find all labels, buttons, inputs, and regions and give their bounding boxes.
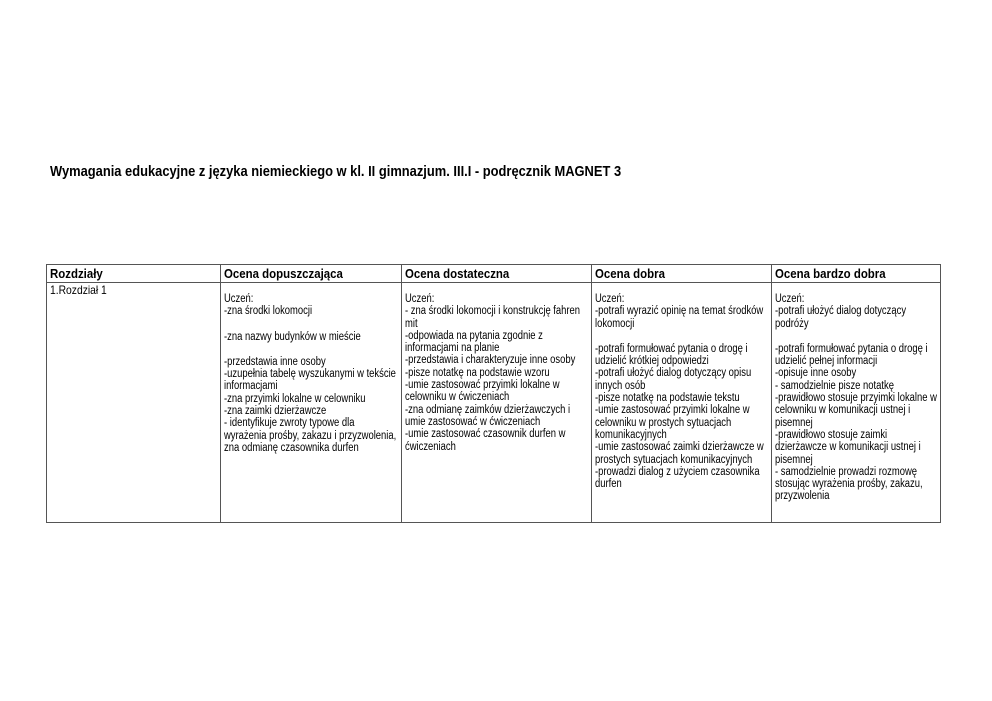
- requirement-item: -prowadzi dialog z użyciem czasownika durfen: [595, 465, 760, 491]
- requirement-item: -pisze notatkę na podstawie wzoru: [405, 366, 550, 379]
- header-ocena-dobra: Ocena dobra: [592, 265, 772, 283]
- requirement-item: -pisze notatkę na podstawie tekstu: [595, 392, 740, 405]
- requirement-item: -zna środki lokomocji: [224, 305, 313, 318]
- requirement-item: -potrafi formułować pytania o drogę i udzielić krótkiej odpowiedzi: [595, 342, 748, 368]
- requirement-item: -umie zastosować przyimki lokalne w celowniku w prostych sytuacjach komunikacyjnych: [595, 404, 750, 441]
- requirement-item: -potrafi ułożyć dialog dotyczący opisu innych osób: [595, 367, 752, 392]
- requirement-item: -prawidłowo stosuje przyimki lokalne w celowniku w komunikacji ustnej i pisemnej: [775, 392, 937, 429]
- header-ocena-bardzo-dobra: Ocena bardzo dobra: [772, 265, 941, 283]
- requirements-table: [46, 264, 941, 523]
- requirement-item: -przedstawia i charakteryzuje inne osoby: [405, 354, 576, 367]
- requirement-item: - samodzielnie prowadzi rozmowę stosując wyrażenia prośby, zakazu, przyzwolenia: [775, 465, 923, 503]
- requirement-item: -zna odmianę zaimków dzierżawczych i umie zastosować w ćwiczeniach: [405, 403, 571, 428]
- document-title: Wymagania edukacyjne z języka niemieckiego w kl. II gimnazjum. III.I - podręcznik MAGNET 3: [50, 163, 622, 180]
- requirement-item: - identyfikuje zwroty typowe dla wyrażenia prośby, zakazu i przyzwolenia, zna odmianę czasownika durfen: [224, 417, 397, 454]
- intro-text: Uczeń:: [224, 293, 254, 305]
- requirement-item: - samodzielnie pisze notatkę: [775, 379, 894, 392]
- header-ocena-dostateczna: Ocena dostateczna: [402, 265, 592, 283]
- requirement-item: -uzupełnia tabelę wyszukanymi w tekście informacjami: [224, 368, 396, 393]
- requirement-item: -umie zastosować przyimki lokalne w celowniku w ćwiczeniach: [405, 379, 560, 404]
- requirement-item: -umie zastosować czasownik durfen w ćwiczeniach: [405, 428, 566, 453]
- requirement-item: -przedstawia inne osoby: [224, 355, 326, 368]
- cell-dobra: [592, 283, 772, 523]
- table-row: [47, 283, 941, 523]
- requirement-item: -zna zaimki dzierżawcze: [224, 405, 327, 418]
- requirement-item: -potrafi wyrazić opinię na temat środków lokomocji: [595, 305, 764, 330]
- cell-dostateczna: [402, 283, 592, 523]
- chapter-label: 1.Rozdział 1: [50, 283, 107, 297]
- requirement-item: - zna środki lokomocji i konstrukcję fahren mit: [405, 305, 581, 330]
- requirement-item: -umie zastosować zaimki dzierżawcze w prostych sytuacjach komunikacyjnych: [595, 441, 764, 466]
- header-rozdzialy: Rozdziały: [47, 265, 221, 283]
- header-ocena-dopuszczajaca: Ocena dopuszczająca: [221, 265, 402, 283]
- intro-text: Uczeń:: [405, 293, 435, 305]
- cell-dopuszczajaca: [221, 283, 402, 523]
- requirement-item: -prawidłowo stosuje zaimki dzierżawcze w komunikacji ustnej i pisemnej: [775, 428, 921, 466]
- cell-bardzo-dobra: [772, 283, 941, 523]
- requirement-item: -zna przyimki lokalne w celowniku: [224, 392, 366, 405]
- table-header-row: [47, 265, 941, 283]
- requirement-item: -opisuje inne osoby: [775, 367, 857, 380]
- requirement-item: -potrafi formułować pytania o drogę i udzielić pełnej informacji: [775, 342, 928, 368]
- requirement-item: -odpowiada na pytania zgodnie z informacjami na planie: [405, 329, 543, 355]
- chapter-cell: [47, 283, 221, 523]
- intro-text: Uczeń:: [595, 293, 625, 305]
- requirement-item: -zna nazwy budynków w mieście: [224, 330, 361, 343]
- requirement-item: -potrafi ułożyć dialog dotyczący podróży: [775, 305, 907, 330]
- intro-text: Uczeń:: [775, 293, 805, 305]
